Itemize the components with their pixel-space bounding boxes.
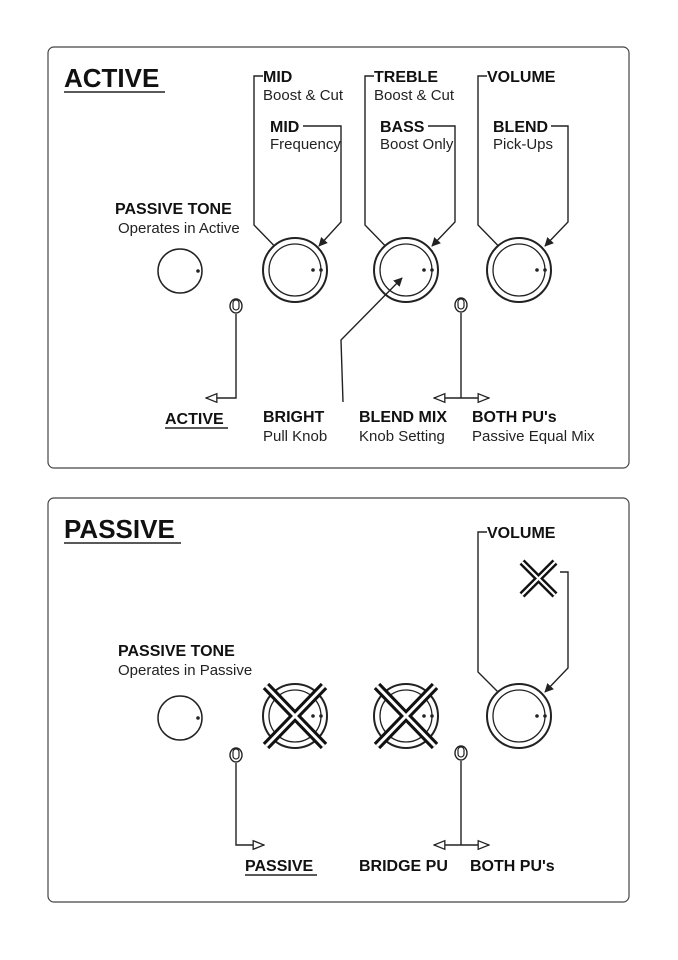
both-pus-sublabel: Passive Equal Mix (472, 428, 595, 445)
passive-tone-sublabel-passive: Operates in Passive (118, 662, 253, 679)
passive-both-pus-label: BOTH PU's (470, 858, 555, 875)
passive-active-switch-icon (230, 748, 242, 762)
active-switch-arrow (206, 314, 236, 398)
blend-mix-sublabel: Knob Setting (359, 428, 445, 445)
passive-tone-knob (158, 249, 202, 293)
passive-switch-label: PASSIVE (245, 858, 314, 875)
passive-panel (48, 498, 629, 902)
passive-tone-label: PASSIVE TONE (115, 201, 232, 218)
volume-label: VOLUME (487, 69, 556, 86)
treble-label: TREBLE (374, 69, 438, 86)
bass-sublabel: Boost Only (380, 136, 454, 153)
passive-volume-knob (487, 684, 551, 748)
treble-sublabel: Boost & Cut (374, 87, 455, 104)
mid-frequency-sublabel: Frequency (270, 136, 341, 153)
blend-sublabel: Pick-Ups (493, 136, 554, 153)
active-passive-switch-icon (230, 299, 242, 313)
pickup-switch-icon (455, 298, 467, 312)
blend-mix-label: BLEND MIX (359, 409, 447, 426)
blend-disabled-x-icon (522, 562, 555, 595)
bright-label: BRIGHT (263, 409, 325, 426)
both-pus-label: BOTH PU's (472, 409, 557, 426)
mid-knob (263, 238, 327, 302)
active-title: ACTIVE (64, 63, 160, 93)
mid-boost-sublabel: Boost & Cut (263, 87, 344, 104)
passive-volume-label: VOLUME (487, 525, 556, 542)
passive-pickup-switch-icon (455, 746, 467, 760)
volume-knob (487, 238, 551, 302)
bridge-pu-label: BRIDGE PU (359, 858, 448, 875)
passive-tone-label-passive: PASSIVE TONE (118, 643, 235, 660)
bass-label: BASS (380, 119, 425, 136)
active-switch-label: ACTIVE (165, 411, 224, 428)
passive-switch-arrow (236, 763, 264, 845)
passive-title: PASSIVE (64, 514, 175, 544)
mid-frequency-label: MID (270, 119, 300, 136)
bright-sublabel: Pull Knob (263, 428, 328, 445)
passive-tone-sublabel: Operates in Active (118, 220, 240, 237)
volume-callout (478, 76, 514, 262)
passive-tone-knob-passive (158, 696, 202, 740)
mid-boost-label: MID (263, 69, 293, 86)
blend-label: BLEND (493, 119, 549, 136)
passive-volume-callout (478, 532, 514, 708)
active-panel (48, 47, 629, 468)
treble-knob (374, 238, 438, 302)
